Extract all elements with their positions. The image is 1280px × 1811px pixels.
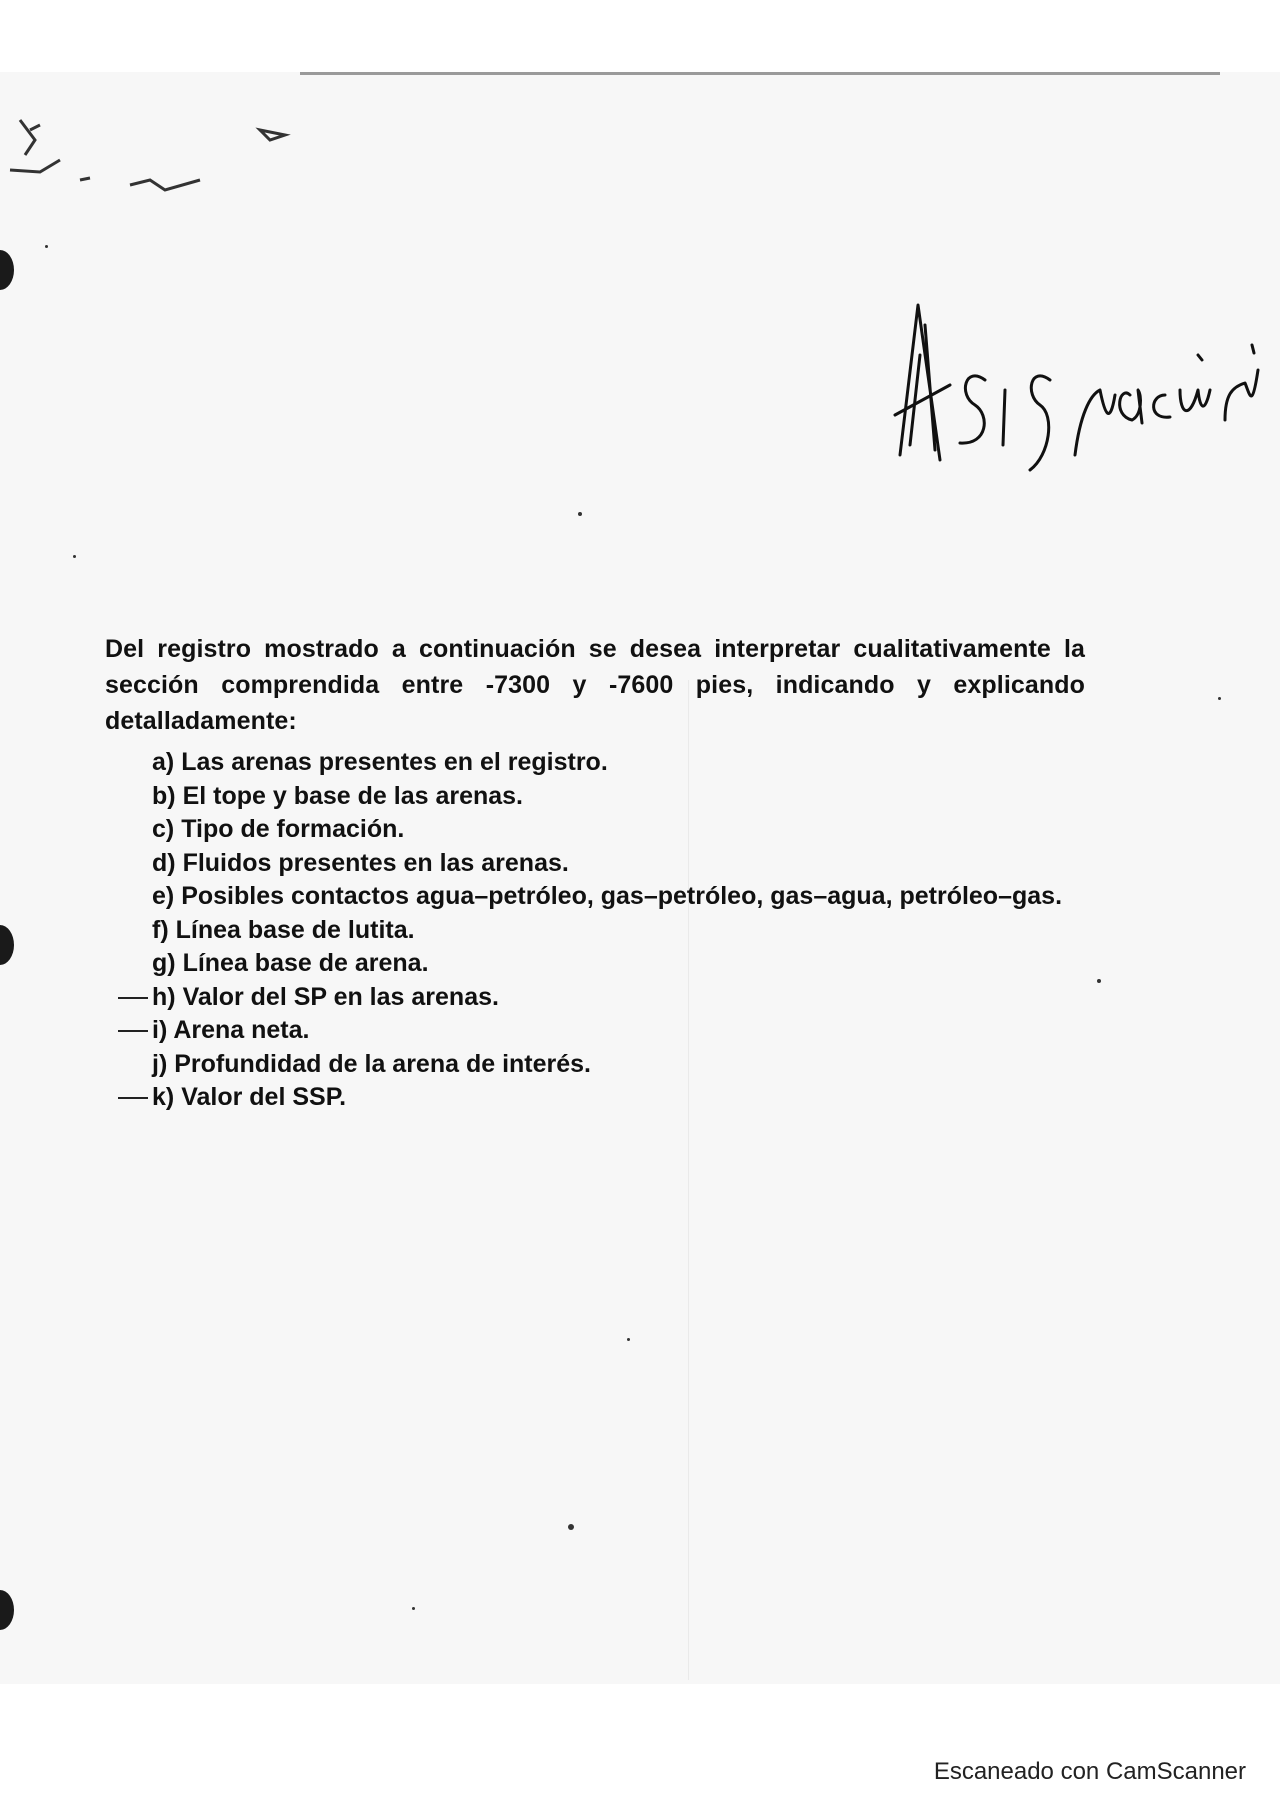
list-item — [152, 746, 1062, 780]
item-label: j) — [152, 1049, 168, 1078]
scanner-watermark: Escaneado con CamScanner — [933, 1758, 1246, 1785]
list-item — [152, 914, 1062, 948]
item-label: b) — [152, 781, 176, 810]
item-text: Profundidad de la arena de interés. — [174, 1049, 592, 1078]
item-label: f) — [152, 915, 169, 944]
item-text: Línea base de lutita. — [175, 915, 415, 944]
handwritten-dash-mark — [118, 1030, 148, 1032]
list-item — [152, 880, 1062, 914]
item-text: Valor del SP en las arenas. — [182, 982, 499, 1011]
item-text: Posibles contactos agua–petróleo, gas–petróleo, gas–agua, petróleo–gas. — [181, 882, 1063, 910]
assignment-intro: Del registro mostrado a continuación se desea interpretar cualitativamente la sección comprendida entre -7300 y -7600 pies, indicando y explicando detalladamente: — [105, 635, 1085, 735]
item-text: Valor del SSP. — [181, 1083, 347, 1111]
list-item — [152, 981, 1062, 1015]
item-label: k) — [152, 1083, 175, 1111]
list-item — [152, 947, 1062, 981]
paper-top-edge — [300, 72, 1220, 75]
item-label: g) — [152, 949, 176, 977]
item-label: a) — [152, 748, 175, 776]
list-item — [152, 1014, 1062, 1048]
handwritten-dash-mark — [118, 997, 148, 999]
list-item — [152, 1081, 1062, 1115]
item-text: El tope y base de las arenas. — [182, 781, 524, 810]
scanner-footer — [0, 1684, 1280, 1811]
item-label: h) — [152, 982, 176, 1011]
item-label: d) — [152, 848, 176, 877]
list-item — [152, 847, 1062, 881]
item-text: Línea base de arena. — [182, 949, 429, 977]
item-text: Arena neta. — [173, 1016, 310, 1044]
list-item — [152, 780, 1062, 814]
item-label: e) — [152, 882, 175, 910]
item-label: i) — [152, 1016, 168, 1044]
item-text: Fluidos presentes en las arenas. — [182, 848, 569, 877]
handwritten-title — [880, 295, 1265, 495]
item-text: Tipo de formación. — [181, 815, 405, 843]
item-label: c) — [152, 815, 175, 843]
task-list — [152, 746, 1062, 1115]
list-item — [152, 1048, 1062, 1082]
handwritten-dash-mark — [118, 1097, 148, 1099]
item-text: Las arenas presentes en el registro. — [181, 748, 608, 776]
list-item — [152, 813, 1062, 847]
